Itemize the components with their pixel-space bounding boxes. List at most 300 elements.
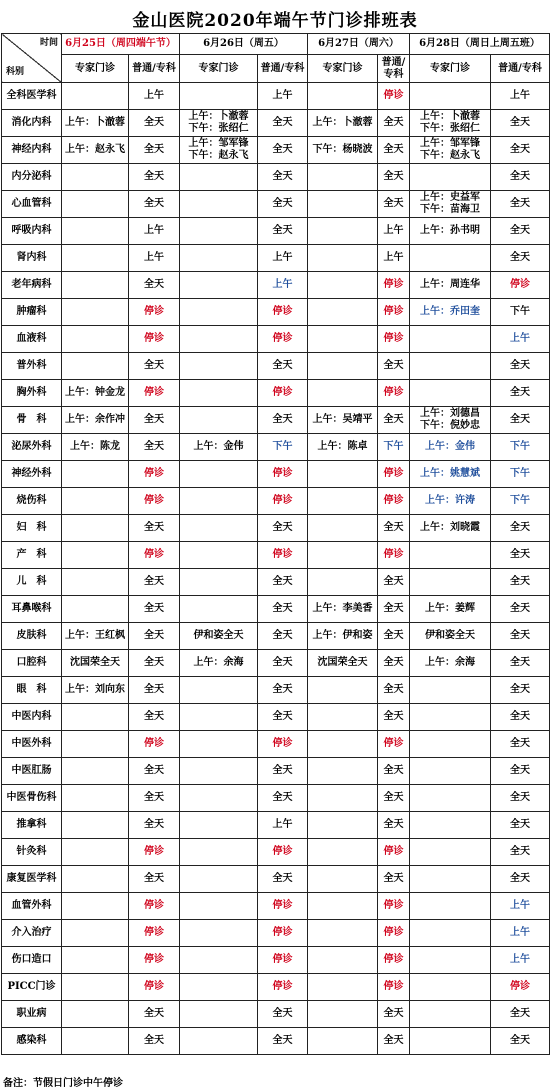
expert-cell: 沈国荣全天: [62, 650, 129, 677]
expert-cell: [410, 245, 491, 272]
table-row: [2, 569, 550, 596]
expert-cell: [308, 488, 378, 515]
expert-cell: [410, 542, 491, 569]
general-cell: 上午: [491, 920, 550, 947]
table-row: [2, 839, 550, 866]
general-cell: 全天: [491, 164, 550, 191]
general-cell: 上午: [491, 947, 550, 974]
table-row: [2, 191, 550, 218]
table-row: [2, 299, 550, 326]
general-cell: 停诊: [378, 731, 410, 758]
general-cell: 全天: [378, 164, 410, 191]
general-cell: 全天: [491, 731, 550, 758]
expert-cell: 沈国荣全天: [308, 650, 378, 677]
general-cell: 停诊: [378, 893, 410, 920]
expert-cell: 上午：伊和姿: [308, 623, 378, 650]
expert-cell: 上午：卜澈蓉 下午：张绍仁: [180, 110, 258, 137]
expert-cell: [410, 353, 491, 380]
table-row: [2, 758, 550, 785]
general-cell: 全天: [378, 1001, 410, 1028]
general-cell: 全天: [258, 110, 308, 137]
expert-cell: [308, 218, 378, 245]
expert-cell: [308, 1028, 378, 1055]
dept-name: 肿瘤科: [2, 299, 62, 326]
general-cell: 全天: [491, 650, 550, 677]
expert-cell: [410, 839, 491, 866]
dept-name: 口腔科: [2, 650, 62, 677]
general-cell: 停诊: [129, 542, 180, 569]
general-cell: 全天: [378, 569, 410, 596]
expert-cell: [410, 785, 491, 812]
general-cell: 全天: [491, 1028, 550, 1055]
table-row: [2, 650, 550, 677]
general-cell: 全天: [258, 218, 308, 245]
dept-name: 中医肛肠: [2, 758, 62, 785]
expert-cell: 上午：吴靖平: [308, 407, 378, 434]
expert-cell: 上午：李美香: [308, 596, 378, 623]
expert-cell: [180, 893, 258, 920]
general-cell: 全天: [258, 650, 308, 677]
expert-cell: [180, 1028, 258, 1055]
general-cell: 下午: [491, 434, 550, 461]
general-cell: 全天: [258, 704, 308, 731]
dept-name: 肾内科: [2, 245, 62, 272]
general-cell: 全天: [491, 623, 550, 650]
expert-cell: 上午：刘德昌 下午：倪妙忠: [410, 407, 491, 434]
general-cell: 全天: [378, 515, 410, 542]
expert-cell: [180, 866, 258, 893]
col-general-header: 普通/ 专科: [378, 55, 410, 83]
general-cell: 停诊: [258, 893, 308, 920]
general-cell: 全天: [258, 353, 308, 380]
expert-cell: [308, 542, 378, 569]
general-cell: 全天: [378, 785, 410, 812]
expert-cell: [410, 866, 491, 893]
expert-cell: [308, 272, 378, 299]
table-row: [2, 893, 550, 920]
general-cell: 下午: [258, 434, 308, 461]
general-cell: 全天: [258, 407, 308, 434]
expert-cell: [62, 731, 129, 758]
general-cell: 全天: [491, 866, 550, 893]
general-cell: 停诊: [258, 299, 308, 326]
expert-cell: [180, 407, 258, 434]
dept-name: 皮肤科: [2, 623, 62, 650]
table-row: [2, 110, 550, 137]
expert-cell: 伊和姿全天: [410, 623, 491, 650]
general-cell: 停诊: [129, 326, 180, 353]
general-cell: 全天: [129, 434, 180, 461]
expert-cell: [180, 812, 258, 839]
expert-cell: 上午：乔田奎: [410, 299, 491, 326]
general-cell: 停诊: [378, 326, 410, 353]
table-row: [2, 83, 550, 110]
dept-name: 儿 科: [2, 569, 62, 596]
general-cell: 停诊: [258, 839, 308, 866]
day-header-0625: 6月25日（周四端午节）: [62, 34, 180, 55]
expert-cell: [180, 461, 258, 488]
general-cell: 全天: [258, 515, 308, 542]
general-cell: 停诊: [378, 920, 410, 947]
dept-name: 感染科: [2, 1028, 62, 1055]
general-cell: 全天: [129, 110, 180, 137]
general-cell: 全天: [129, 785, 180, 812]
table-row: [2, 677, 550, 704]
expert-cell: 上午：卜澈蓉 下午：张绍仁: [410, 110, 491, 137]
general-cell: 全天: [378, 1028, 410, 1055]
expert-cell: 上午：陈卓: [308, 434, 378, 461]
general-cell: 全天: [378, 650, 410, 677]
dept-name: 针灸科: [2, 839, 62, 866]
general-cell: 全天: [258, 137, 308, 164]
expert-cell: 上午：余海: [180, 650, 258, 677]
expert-cell: [410, 380, 491, 407]
expert-cell: 上午：邹军锋 下午：赵永飞: [410, 137, 491, 164]
table-row: [2, 488, 550, 515]
expert-cell: [180, 758, 258, 785]
expert-cell: 上午：钟金龙: [62, 380, 129, 407]
general-cell: 停诊: [258, 947, 308, 974]
expert-cell: [410, 164, 491, 191]
table-row: [2, 245, 550, 272]
general-cell: 全天: [129, 1001, 180, 1028]
expert-cell: [180, 974, 258, 1001]
expert-cell: [308, 515, 378, 542]
general-cell: 上午: [378, 218, 410, 245]
general-cell: 下午: [491, 299, 550, 326]
general-cell: 全天: [258, 191, 308, 218]
expert-cell: [180, 326, 258, 353]
expert-cell: [180, 191, 258, 218]
expert-cell: 上午：周连华: [410, 272, 491, 299]
expert-cell: [62, 191, 129, 218]
general-cell: 全天: [491, 245, 550, 272]
general-cell: 停诊: [258, 461, 308, 488]
general-cell: 全天: [491, 596, 550, 623]
general-cell: 全天: [491, 407, 550, 434]
general-cell: 上午: [258, 272, 308, 299]
expert-cell: [62, 299, 129, 326]
general-cell: 全天: [491, 677, 550, 704]
expert-cell: [410, 569, 491, 596]
expert-cell: [62, 83, 129, 110]
col-general-header: 普通/专科: [129, 55, 180, 83]
general-cell: 停诊: [378, 299, 410, 326]
general-cell: 停诊: [378, 461, 410, 488]
table-row: [2, 812, 550, 839]
general-cell: 停诊: [129, 488, 180, 515]
general-cell: 上午: [491, 83, 550, 110]
general-cell: 上午: [258, 812, 308, 839]
general-cell: 停诊: [258, 326, 308, 353]
expert-cell: [180, 839, 258, 866]
expert-cell: [410, 731, 491, 758]
dept-name: 呼吸内科: [2, 218, 62, 245]
expert-cell: [62, 461, 129, 488]
expert-cell: [62, 758, 129, 785]
general-cell: 停诊: [258, 974, 308, 1001]
general-cell: 停诊: [378, 272, 410, 299]
expert-cell: 上午：金伟: [180, 434, 258, 461]
general-cell: 停诊: [378, 542, 410, 569]
dept-name: 血管外科: [2, 893, 62, 920]
expert-cell: [180, 218, 258, 245]
table-row: [2, 407, 550, 434]
table-row: [2, 515, 550, 542]
expert-cell: [308, 299, 378, 326]
expert-cell: [308, 947, 378, 974]
general-cell: 停诊: [129, 380, 180, 407]
general-cell: 全天: [129, 596, 180, 623]
general-cell: 停诊: [258, 920, 308, 947]
expert-cell: [62, 164, 129, 191]
expert-cell: [308, 353, 378, 380]
expert-cell: [180, 542, 258, 569]
dept-name: 泌尿外科: [2, 434, 62, 461]
expert-cell: [308, 704, 378, 731]
expert-cell: [180, 731, 258, 758]
general-cell: 停诊: [129, 839, 180, 866]
general-cell: 全天: [491, 110, 550, 137]
expert-cell: [180, 704, 258, 731]
general-cell: 全天: [378, 704, 410, 731]
dept-label: 科别: [6, 67, 25, 77]
general-cell: 全天: [491, 704, 550, 731]
general-cell: 全天: [378, 623, 410, 650]
general-cell: 停诊: [129, 893, 180, 920]
expert-cell: [308, 893, 378, 920]
expert-cell: [308, 974, 378, 1001]
expert-cell: 上午：余作冲: [62, 407, 129, 434]
general-cell: 全天: [129, 758, 180, 785]
dept-name: 胸外科: [2, 380, 62, 407]
general-cell: 停诊: [378, 974, 410, 1001]
general-cell: 全天: [129, 677, 180, 704]
general-cell: 上午: [129, 83, 180, 110]
table-row: [2, 947, 550, 974]
expert-cell: [308, 677, 378, 704]
expert-cell: [62, 353, 129, 380]
general-cell: 上午: [129, 245, 180, 272]
day-header-0628: 6月28日（周日上周五班）: [410, 34, 550, 55]
general-cell: 停诊: [129, 974, 180, 1001]
expert-cell: [180, 83, 258, 110]
dept-name: 中医内科: [2, 704, 62, 731]
expert-cell: [62, 218, 129, 245]
expert-cell: [410, 974, 491, 1001]
general-cell: 上午: [491, 893, 550, 920]
expert-cell: 上午：邹军锋 下午：赵永飞: [180, 137, 258, 164]
expert-cell: [180, 1001, 258, 1028]
general-cell: 全天: [129, 191, 180, 218]
general-cell: 下午: [491, 461, 550, 488]
col-expert-header: 专家门诊: [62, 55, 129, 83]
expert-cell: [410, 704, 491, 731]
table-row: [2, 542, 550, 569]
general-cell: 停诊: [378, 839, 410, 866]
expert-cell: 上午：刘晓霞: [410, 515, 491, 542]
expert-cell: [180, 245, 258, 272]
dept-name: 老年病科: [2, 272, 62, 299]
expert-cell: [308, 326, 378, 353]
expert-cell: [308, 920, 378, 947]
general-cell: 全天: [491, 380, 550, 407]
general-cell: 全天: [258, 866, 308, 893]
expert-cell: [410, 893, 491, 920]
general-cell: 全天: [491, 1001, 550, 1028]
general-cell: 全天: [258, 1028, 308, 1055]
expert-cell: [62, 245, 129, 272]
expert-cell: 上午：王红枫: [62, 623, 129, 650]
general-cell: 全天: [378, 596, 410, 623]
expert-cell: [62, 326, 129, 353]
dept-name: 神经内科: [2, 137, 62, 164]
table-row: [2, 1001, 550, 1028]
col-expert-header: 专家门诊: [180, 55, 258, 83]
general-cell: 全天: [129, 650, 180, 677]
expert-cell: [410, 1001, 491, 1028]
header-corner: [2, 34, 62, 83]
general-cell: 全天: [378, 110, 410, 137]
table-row: [2, 704, 550, 731]
general-cell: 全天: [378, 677, 410, 704]
table-row: [2, 974, 550, 1001]
expert-cell: [308, 866, 378, 893]
day-header-0626: 6月26日（周五）: [180, 34, 308, 55]
dept-name: 伤口造口: [2, 947, 62, 974]
expert-cell: [180, 677, 258, 704]
expert-cell: [180, 596, 258, 623]
expert-cell: [62, 542, 129, 569]
expert-cell: [410, 326, 491, 353]
expert-cell: [308, 1001, 378, 1028]
table-row: [2, 272, 550, 299]
general-cell: 全天: [129, 164, 180, 191]
table-row: [2, 380, 550, 407]
expert-cell: [410, 920, 491, 947]
general-cell: 全天: [129, 137, 180, 164]
general-cell: 全天: [378, 758, 410, 785]
general-cell: 全天: [129, 866, 180, 893]
general-cell: 全天: [378, 866, 410, 893]
general-cell: 全天: [378, 353, 410, 380]
general-cell: 停诊: [378, 83, 410, 110]
expert-cell: [62, 947, 129, 974]
expert-cell: 下午：杨晓波: [308, 137, 378, 164]
general-cell: 停诊: [129, 731, 180, 758]
table-row: [2, 731, 550, 758]
general-cell: 停诊: [378, 947, 410, 974]
general-cell: 全天: [129, 812, 180, 839]
expert-cell: 上午：卜澈蓉: [308, 110, 378, 137]
table-row: [2, 164, 550, 191]
general-cell: 全天: [491, 839, 550, 866]
expert-cell: 上午：孙书明: [410, 218, 491, 245]
expert-cell: [410, 677, 491, 704]
table-row: [2, 920, 550, 947]
general-cell: 全天: [491, 353, 550, 380]
table-row: [2, 866, 550, 893]
general-cell: 全天: [378, 191, 410, 218]
dept-name: 眼 科: [2, 677, 62, 704]
general-cell: 全天: [378, 407, 410, 434]
dept-name: 普外科: [2, 353, 62, 380]
general-cell: 全天: [491, 758, 550, 785]
dept-name: 内分泌科: [2, 164, 62, 191]
expert-cell: [180, 569, 258, 596]
general-cell: 全天: [258, 758, 308, 785]
expert-cell: [308, 83, 378, 110]
expert-cell: [62, 569, 129, 596]
expert-cell: 上午：刘向东: [62, 677, 129, 704]
expert-cell: [180, 353, 258, 380]
expert-cell: 上午：卜澈蓉: [62, 110, 129, 137]
expert-cell: [180, 515, 258, 542]
dept-name: 推拿科: [2, 812, 62, 839]
general-cell: 上午: [258, 83, 308, 110]
table-row: [2, 461, 550, 488]
general-cell: 全天: [258, 623, 308, 650]
expert-cell: [62, 704, 129, 731]
expert-cell: [308, 569, 378, 596]
general-cell: 全天: [491, 515, 550, 542]
expert-cell: [308, 839, 378, 866]
expert-cell: 上午：姜辉: [410, 596, 491, 623]
expert-cell: [180, 947, 258, 974]
expert-cell: [180, 164, 258, 191]
expert-cell: [180, 785, 258, 812]
general-cell: 下午: [491, 488, 550, 515]
general-cell: 停诊: [258, 488, 308, 515]
general-cell: 全天: [258, 785, 308, 812]
expert-cell: [62, 812, 129, 839]
expert-cell: [62, 839, 129, 866]
general-cell: 停诊: [258, 542, 308, 569]
time-label: 时间: [39, 38, 58, 48]
general-cell: 全天: [258, 569, 308, 596]
general-cell: 全天: [491, 812, 550, 839]
dept-name: 心血管科: [2, 191, 62, 218]
expert-cell: [180, 920, 258, 947]
general-cell: 停诊: [491, 272, 550, 299]
expert-cell: [180, 488, 258, 515]
expert-cell: [62, 866, 129, 893]
expert-cell: [62, 1001, 129, 1028]
expert-cell: [410, 947, 491, 974]
general-cell: 停诊: [129, 299, 180, 326]
expert-cell: [62, 515, 129, 542]
general-cell: 停诊: [378, 488, 410, 515]
general-cell: 停诊: [129, 920, 180, 947]
expert-cell: [62, 272, 129, 299]
general-cell: 全天: [491, 785, 550, 812]
general-cell: 上午: [378, 245, 410, 272]
general-cell: 全天: [258, 677, 308, 704]
col-expert-header: 专家门诊: [308, 55, 378, 83]
table-row: [2, 434, 550, 461]
schedule-table: [1, 33, 550, 1055]
general-cell: 停诊: [491, 974, 550, 1001]
general-cell: 全天: [129, 353, 180, 380]
general-cell: 全天: [129, 623, 180, 650]
general-cell: 全天: [129, 704, 180, 731]
footnote: 备注：节假日门诊中午停诊: [3, 1078, 123, 1089]
dept-name: 烧伤科: [2, 488, 62, 515]
table-row: [2, 596, 550, 623]
expert-cell: 上午：姚慧斌: [410, 461, 491, 488]
expert-cell: [308, 380, 378, 407]
general-cell: 全天: [258, 164, 308, 191]
